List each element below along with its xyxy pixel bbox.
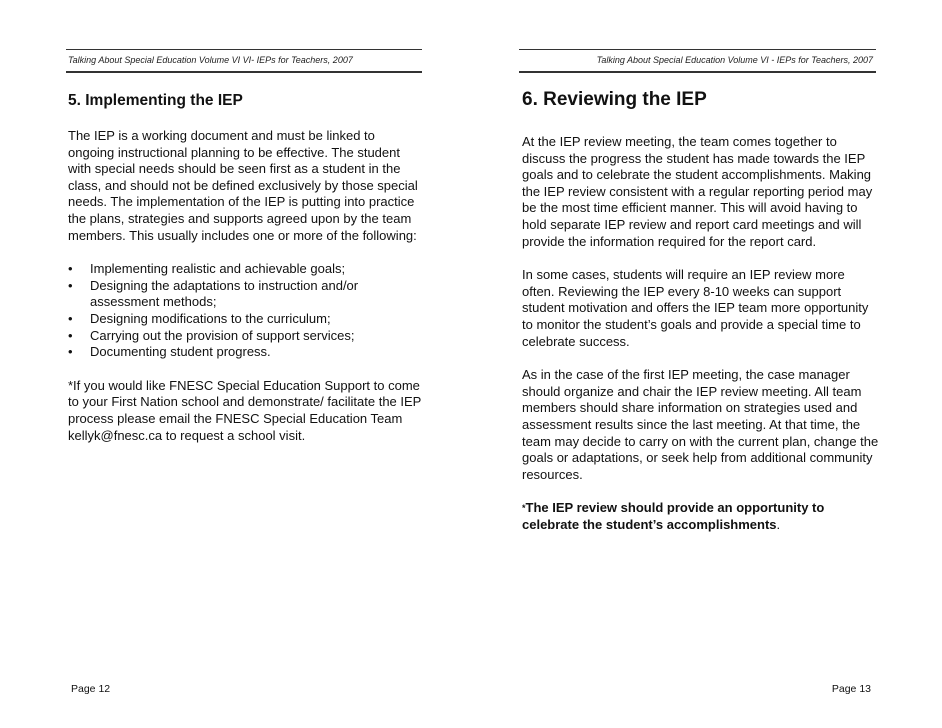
list-item: • Implementing realistic and achievable goals; <box>68 261 346 277</box>
bullet-icon: • <box>68 277 73 293</box>
section-title: 6. Reviewing the IEP <box>522 89 707 110</box>
callout-period: . <box>776 516 781 532</box>
support-note: *If you would like FNESC Special Education Support to come to your First Nation school and demonstrate/ facilitate the IEP process please email the FNESC Special Education Team kellyk@fnesc.ca to request a school visit. <box>68 377 422 443</box>
list-item: • Carrying out the provision of support services; <box>68 327 355 343</box>
paragraph: In some cases, students will require an IEP review more often. Reviewing the IEP every 8-10 weeks can support student motivation and offers the IEP team more opportunity to monitor the student’s goals and provide a special time to celebrate success. <box>522 267 869 349</box>
paragraph: At the IEP review meeting, the team comes together to discuss the progress the student has made towards the IEP goals and to celebrate the student accomplishments. Making the IEP review consistent with a regular reporting period may be the most time efficient manner. This will avoid having to hold separate IEP review and report card meetings and will provide the information required for the report card. <box>522 134 873 249</box>
header-rule-bottom <box>519 71 876 73</box>
list-item: • Documenting student progress. <box>68 344 271 360</box>
header-rule-bottom <box>66 71 422 73</box>
paragraph: As in the case of the first IEP meeting, the case manager should organize and chair the IEP review meeting. All team members should share information on strategies used and assessment results since the last meeting. At that time, the team may decide to carry on with the current plan, change the goals or adaptations, or seek help from additional community resources. <box>522 367 879 482</box>
header-rule-top <box>519 49 876 50</box>
page-number: Page 13 <box>831 683 871 695</box>
callout <box>522 500 880 533</box>
running-header: Talking About Special Education Volume VI - IEPs for Teachers, 2007 <box>596 55 873 65</box>
list-item: • Designing modifications to the curriculum; <box>68 310 331 326</box>
header-rule-top <box>66 49 422 50</box>
list-item: • Designing the adaptations to instruction and/or assessment methods; <box>68 277 359 310</box>
asterisk-marker: * <box>522 503 526 514</box>
bullet-icon: • <box>68 310 73 326</box>
section-title: 5. Implementing the IEP <box>68 92 243 109</box>
intro-paragraph: The IEP is a working document and must be linked to ongoing instructional planning to be effective. The student with special needs should be seen first as a student in the class, and should not be defined exclusively by those special needs. The implementation of the IEP is putting into practice the plans, strategies and supports agreed upon by the team members. This usually includes one or more of the following: <box>68 128 418 243</box>
section-body <box>522 134 880 550</box>
right-page <box>471 0 942 728</box>
bullet-icon: • <box>68 327 73 343</box>
bullet-list <box>68 261 423 361</box>
bullet-icon: • <box>68 261 73 277</box>
section-body <box>68 128 423 461</box>
page-number: Page 12 <box>71 683 111 695</box>
callout-text: The IEP review should provide an opportunity to celebrate the student’s accomplishments <box>522 500 825 532</box>
bullet-icon: • <box>68 344 73 360</box>
running-header: Talking About Special Education Volume VI VI- IEPs for Teachers, 2007 <box>68 55 353 65</box>
